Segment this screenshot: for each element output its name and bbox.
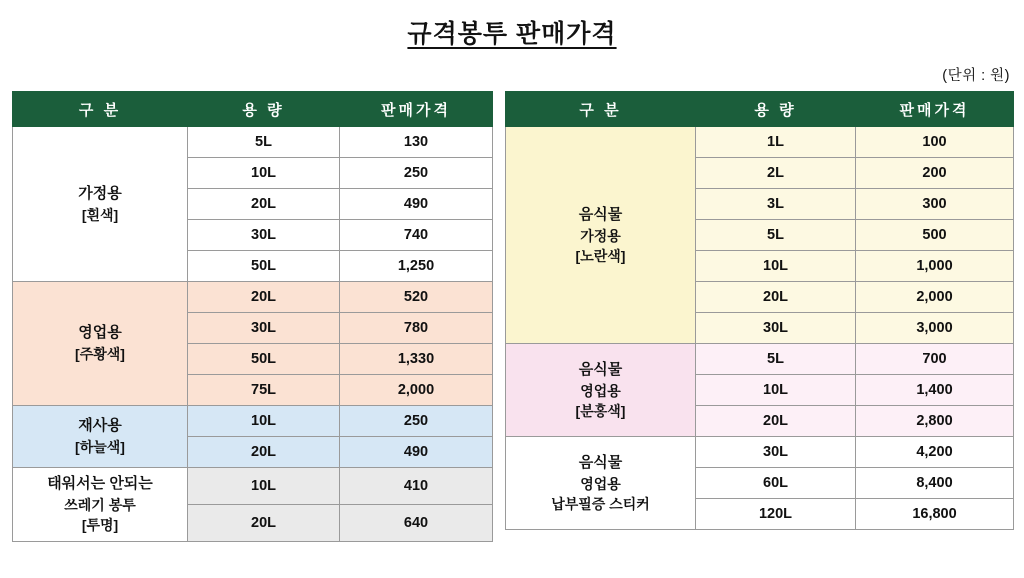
category-label: 가정용	[78, 184, 122, 202]
capacity-cell: 30L	[696, 313, 856, 344]
price-cell: 640	[340, 505, 493, 542]
table-row	[506, 437, 1014, 468]
category-label: 음식물	[578, 453, 623, 471]
capacity-cell: 50L	[188, 251, 340, 282]
capacity-cell: 10L	[188, 406, 340, 437]
table-row	[13, 406, 493, 437]
price-cell: 130	[340, 127, 493, 158]
capacity-cell: 120L	[696, 499, 856, 530]
capacity-cell: 5L	[696, 220, 856, 251]
category-cell	[13, 282, 188, 406]
capacity-cell: 3L	[696, 189, 856, 220]
capacity-cell: 75L	[188, 375, 340, 406]
column-header-capacity: 용 량	[696, 92, 856, 127]
capacity-cell: 2L	[696, 158, 856, 189]
column-header-capacity: 용 량	[188, 92, 340, 127]
table-row	[506, 127, 1014, 158]
category-color-note: [투명]	[81, 517, 119, 534]
category-cell	[506, 437, 696, 530]
table-header-right	[506, 92, 1014, 127]
category-label: 음식물	[578, 205, 623, 223]
category-cell	[506, 127, 696, 344]
price-cell: 16,800	[856, 499, 1014, 530]
unit-note: (단위 : 원)	[942, 68, 1010, 84]
category-color-note: [노란색]	[575, 247, 626, 264]
capacity-cell: 60L	[696, 468, 856, 499]
header-row	[506, 92, 1014, 127]
category-label: 재사용	[78, 417, 122, 435]
price-cell: 490	[340, 189, 493, 220]
price-table-left	[12, 91, 493, 542]
category-label: 음식물	[578, 360, 623, 378]
price-cell: 740	[340, 220, 493, 251]
table-body-left	[13, 127, 493, 542]
price-cell: 3,000	[856, 313, 1014, 344]
price-cell: 1,330	[340, 344, 493, 375]
capacity-cell: 5L	[696, 344, 856, 375]
price-cell: 520	[340, 282, 493, 313]
column-header-category: 구 분	[13, 92, 188, 127]
capacity-cell: 20L	[188, 282, 340, 313]
category-label: 영업용	[78, 324, 122, 342]
capacity-cell: 20L	[188, 189, 340, 220]
category-label-2: 쓰레기 봉투	[64, 497, 136, 514]
category-color-note: [흰색]	[81, 206, 119, 223]
category-label-2: 가정용	[580, 227, 621, 244]
capacity-cell: 20L	[696, 406, 856, 437]
capacity-cell: 10L	[696, 375, 856, 406]
capacity-cell: 50L	[188, 344, 340, 375]
price-cell: 700	[856, 344, 1014, 375]
capacity-cell: 5L	[188, 127, 340, 158]
category-label-3: 납부필증 스티커	[551, 495, 650, 512]
capacity-cell: 10L	[188, 468, 340, 505]
table-row	[13, 468, 493, 505]
price-cell: 4,200	[856, 437, 1014, 468]
price-cell: 1,000	[856, 251, 1014, 282]
price-table-right	[505, 91, 1014, 530]
price-cell: 300	[856, 189, 1014, 220]
category-label-2: 영업용	[580, 475, 621, 492]
price-cell: 490	[340, 437, 493, 468]
category-cell	[506, 344, 696, 437]
price-cell: 2,000	[856, 282, 1014, 313]
price-cell: 250	[340, 406, 493, 437]
price-cell: 100	[856, 127, 1014, 158]
table-row	[13, 282, 493, 313]
capacity-cell: 20L	[188, 505, 340, 542]
capacity-cell: 30L	[696, 437, 856, 468]
price-cell: 250	[340, 158, 493, 189]
table-row	[506, 344, 1014, 375]
table-header-left	[13, 92, 493, 127]
price-cell: 2,800	[856, 406, 1014, 437]
capacity-cell: 30L	[188, 220, 340, 251]
price-cell: 410	[340, 468, 493, 505]
price-cell: 1,400	[856, 375, 1014, 406]
price-cell: 8,400	[856, 468, 1014, 499]
capacity-cell: 1L	[696, 127, 856, 158]
price-cell: 500	[856, 220, 1014, 251]
column-header-price: 판매가격	[856, 92, 1014, 127]
capacity-cell: 30L	[188, 313, 340, 344]
category-color-note: [주황색]	[75, 346, 125, 363]
header-row	[13, 92, 493, 127]
table-row	[13, 127, 493, 158]
price-cell: 200	[856, 158, 1014, 189]
category-cell	[13, 406, 188, 468]
price-cell: 1,250	[340, 251, 493, 282]
capacity-cell: 10L	[188, 158, 340, 189]
page-title: 규격봉투 판매가격	[407, 20, 617, 48]
column-header-category: 구 분	[506, 92, 696, 127]
table-body-right	[506, 127, 1014, 530]
category-cell	[13, 468, 188, 542]
capacity-cell: 20L	[188, 437, 340, 468]
category-color-note: [분홍색]	[575, 402, 626, 419]
capacity-cell: 20L	[696, 282, 856, 313]
category-label: 태워서는 안되는	[47, 475, 153, 493]
category-cell	[13, 127, 188, 282]
category-color-note: [하늘색]	[75, 439, 125, 456]
column-header-price: 판매가격	[340, 92, 493, 127]
category-label-2: 영업용	[580, 382, 621, 399]
capacity-cell: 10L	[696, 251, 856, 282]
price-cell: 2,000	[340, 375, 493, 406]
price-cell: 780	[340, 313, 493, 344]
tables-container	[0, 85, 1024, 542]
